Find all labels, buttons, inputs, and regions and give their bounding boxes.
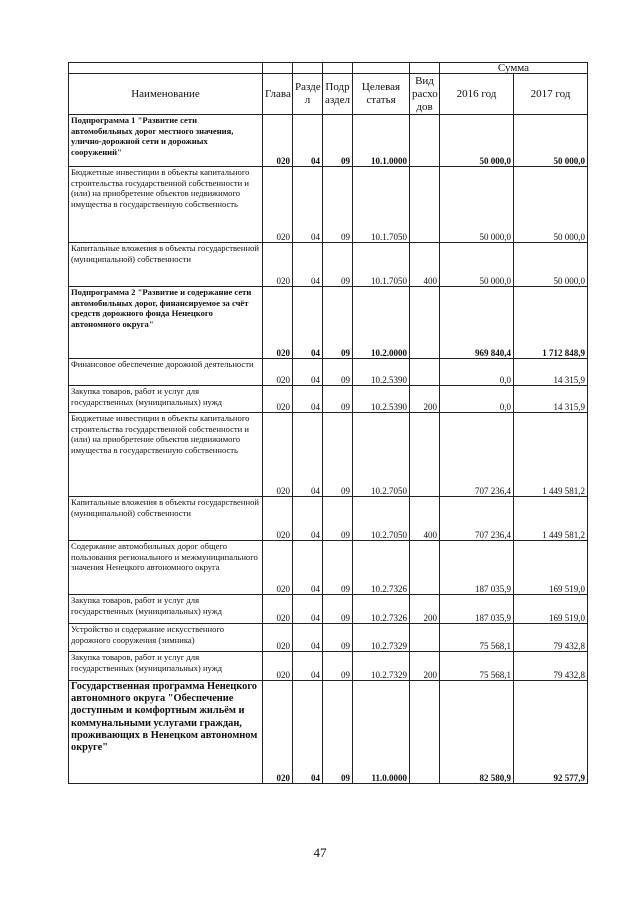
row-value-2017: 169 519,0 bbox=[514, 541, 588, 595]
row-celevaya: 10.2.7050 bbox=[353, 497, 410, 541]
row-value-2017: 50 000,0 bbox=[514, 167, 588, 243]
table-row bbox=[69, 624, 588, 652]
sum-header: Сумма bbox=[440, 63, 588, 74]
row-vid bbox=[410, 624, 440, 652]
table-row bbox=[69, 243, 588, 287]
row-podrazdel: 09 bbox=[323, 652, 353, 681]
row-value-2016: 50 000,0 bbox=[440, 167, 514, 243]
row-razdel: 04 bbox=[293, 386, 323, 413]
row-glava: 020 bbox=[263, 681, 293, 784]
row-value-2017: 1 712 848,9 bbox=[514, 287, 588, 359]
row-name: Подпрограмма 1 "Развитие сети автомобильных дорог местного значения, улично-дорожной сети и дорожных сооружений" bbox=[69, 115, 263, 167]
row-podrazdel: 09 bbox=[323, 359, 353, 386]
table-row bbox=[69, 413, 588, 497]
row-podrazdel: 09 bbox=[323, 115, 353, 167]
row-celevaya: 10.2.7329 bbox=[353, 624, 410, 652]
row-value-2017: 50 000,0 bbox=[514, 115, 588, 167]
row-razdel: 04 bbox=[293, 359, 323, 386]
row-value-2017: 50 000,0 bbox=[514, 243, 588, 287]
row-celevaya: 10.1.7050 bbox=[353, 167, 410, 243]
table-row bbox=[69, 497, 588, 541]
row-celevaya: 10.2.7326 bbox=[353, 541, 410, 595]
row-glava: 020 bbox=[263, 413, 293, 497]
row-glava: 020 bbox=[263, 595, 293, 624]
row-glava: 020 bbox=[263, 167, 293, 243]
row-value-2016: 187 035,9 bbox=[440, 541, 514, 595]
row-value-2016: 75 568,1 bbox=[440, 624, 514, 652]
row-glava: 020 bbox=[263, 243, 293, 287]
header-top-row bbox=[69, 63, 588, 74]
col-header-name: Наименование bbox=[69, 74, 263, 115]
row-value-2016: 187 035,9 bbox=[440, 595, 514, 624]
row-razdel: 04 bbox=[293, 243, 323, 287]
row-celevaya: 10.1.0000 bbox=[353, 115, 410, 167]
row-vid: 400 bbox=[410, 497, 440, 541]
row-name: Закупка товаров, работ и услуг для государственных (муниципальных) нужд bbox=[69, 595, 263, 624]
row-name: Бюджетные инвестиции в объекты капитального строительства государственной собственности и (или) на приобретение объектов недвижимого имущества в государственную собственность bbox=[69, 167, 263, 243]
row-podrazdel: 09 bbox=[323, 497, 353, 541]
col-header-glava: Глава bbox=[263, 74, 293, 115]
table-row bbox=[69, 359, 588, 386]
row-celevaya: 10.2.0000 bbox=[353, 287, 410, 359]
row-name: Содержание автомобильных дорог общего пользования регионального и межмуниципального значения Ненецкого автономного округа bbox=[69, 541, 263, 595]
row-value-2017: 1 449 581,2 bbox=[514, 497, 588, 541]
row-name: Бюджетные инвестиции в объекты капитального строительства государственной собственности и (или) на приобретение объектов недвижимого имущества в государственную собственность bbox=[69, 413, 263, 497]
table-row bbox=[69, 541, 588, 595]
header-row bbox=[69, 74, 588, 115]
row-value-2016: 969 840,4 bbox=[440, 287, 514, 359]
row-celevaya: 10.2.7050 bbox=[353, 413, 410, 497]
row-razdel: 04 bbox=[293, 413, 323, 497]
row-value-2016: 50 000,0 bbox=[440, 243, 514, 287]
row-celevaya: 10.2.5390 bbox=[353, 359, 410, 386]
row-celevaya: 10.2.7329 bbox=[353, 652, 410, 681]
table-row bbox=[69, 652, 588, 681]
row-glava: 020 bbox=[263, 115, 293, 167]
row-value-2016: 82 580,9 bbox=[440, 681, 514, 784]
row-razdel: 04 bbox=[293, 541, 323, 595]
row-vid bbox=[410, 541, 440, 595]
row-vid bbox=[410, 115, 440, 167]
row-glava: 020 bbox=[263, 624, 293, 652]
row-name: Закупка товаров, работ и услуг для государственных (муниципальных) нужд bbox=[69, 652, 263, 681]
col-header-celevaya: Целевая статья bbox=[353, 74, 410, 115]
row-vid: 400 bbox=[410, 243, 440, 287]
col-header-razdel: Разде л bbox=[293, 74, 323, 115]
row-vid: 200 bbox=[410, 595, 440, 624]
row-podrazdel: 09 bbox=[323, 413, 353, 497]
page-number: 47 bbox=[313, 845, 327, 860]
row-name: Государственная программа Ненецкого автономного округа "Обеспечение доступным и комфортным жильём и коммунальными услугами граждан, проживающих в Ненецком автономном округе" bbox=[69, 681, 263, 784]
row-value-2016: 0,0 bbox=[440, 359, 514, 386]
row-glava: 020 bbox=[263, 541, 293, 595]
row-value-2016: 75 568,1 bbox=[440, 652, 514, 681]
row-podrazdel: 09 bbox=[323, 541, 353, 595]
table-row bbox=[69, 595, 588, 624]
row-name: Устройство и содержание искусственного дорожного сооружения (зимника) bbox=[69, 624, 263, 652]
row-podrazdel: 09 bbox=[323, 287, 353, 359]
row-glava: 020 bbox=[263, 359, 293, 386]
row-razdel: 04 bbox=[293, 595, 323, 624]
row-podrazdel: 09 bbox=[323, 243, 353, 287]
col-header-2016: 2016 год bbox=[440, 74, 514, 115]
row-razdel: 04 bbox=[293, 624, 323, 652]
row-value-2017: 169 519,0 bbox=[514, 595, 588, 624]
row-value-2017: 14 315,9 bbox=[514, 359, 588, 386]
row-value-2017: 79 432,8 bbox=[514, 624, 588, 652]
col-header-2017: 2017 год bbox=[514, 74, 588, 115]
row-podrazdel: 09 bbox=[323, 167, 353, 243]
row-glava: 020 bbox=[263, 652, 293, 681]
row-value-2017: 1 449 581,2 bbox=[514, 413, 588, 497]
row-razdel: 04 bbox=[293, 167, 323, 243]
row-vid: 200 bbox=[410, 652, 440, 681]
table-row bbox=[69, 115, 588, 167]
row-podrazdel: 09 bbox=[323, 386, 353, 413]
row-name: Капитальные вложения в объекты государственной (муниципальной) собственности bbox=[69, 243, 263, 287]
row-value-2017: 92 577,9 bbox=[514, 681, 588, 784]
row-vid bbox=[410, 167, 440, 243]
row-razdel: 04 bbox=[293, 681, 323, 784]
row-vid bbox=[410, 681, 440, 784]
budget-table bbox=[68, 62, 588, 784]
row-celevaya: 10.2.5390 bbox=[353, 386, 410, 413]
row-razdel: 04 bbox=[293, 497, 323, 541]
row-celevaya: 10.1.7050 bbox=[353, 243, 410, 287]
row-podrazdel: 09 bbox=[323, 681, 353, 784]
row-name: Финансовое обеспечение дорожной деятельности bbox=[69, 359, 263, 386]
row-glava: 020 bbox=[263, 386, 293, 413]
row-glava: 020 bbox=[263, 287, 293, 359]
col-header-vid: Вид расхо дов bbox=[410, 74, 440, 115]
row-vid: 200 bbox=[410, 386, 440, 413]
col-header-podrazdel: Подр аздел bbox=[323, 74, 353, 115]
row-vid bbox=[410, 359, 440, 386]
row-celevaya: 11.0.0000 bbox=[353, 681, 410, 784]
row-value-2016: 707 236,4 bbox=[440, 413, 514, 497]
row-value-2017: 14 315,9 bbox=[514, 386, 588, 413]
row-name: Капитальные вложения в объекты государственной (муниципальной) собственности bbox=[69, 497, 263, 541]
row-podrazdel: 09 bbox=[323, 595, 353, 624]
row-razdel: 04 bbox=[293, 287, 323, 359]
row-name: Закупка товаров, работ и услуг для государственных (муниципальных) нужд bbox=[69, 386, 263, 413]
table-row bbox=[69, 386, 588, 413]
row-value-2016: 50 000,0 bbox=[440, 115, 514, 167]
row-razdel: 04 bbox=[293, 652, 323, 681]
row-value-2017: 79 432,8 bbox=[514, 652, 588, 681]
row-razdel: 04 bbox=[293, 115, 323, 167]
row-value-2016: 707 236,4 bbox=[440, 497, 514, 541]
table-row bbox=[69, 681, 588, 784]
row-name: Подпрограмма 2 "Развитие и содержание сети автомобильных дорог, финансируемое за счёт средств дорожного фонда Ненецкого автономного округа" bbox=[69, 287, 263, 359]
row-celevaya: 10.2.7326 bbox=[353, 595, 410, 624]
table-row bbox=[69, 167, 588, 243]
row-vid bbox=[410, 413, 440, 497]
row-podrazdel: 09 bbox=[323, 624, 353, 652]
row-value-2016: 0,0 bbox=[440, 386, 514, 413]
table-body bbox=[69, 115, 588, 784]
row-vid bbox=[410, 287, 440, 359]
table-row bbox=[69, 287, 588, 359]
row-glava: 020 bbox=[263, 497, 293, 541]
